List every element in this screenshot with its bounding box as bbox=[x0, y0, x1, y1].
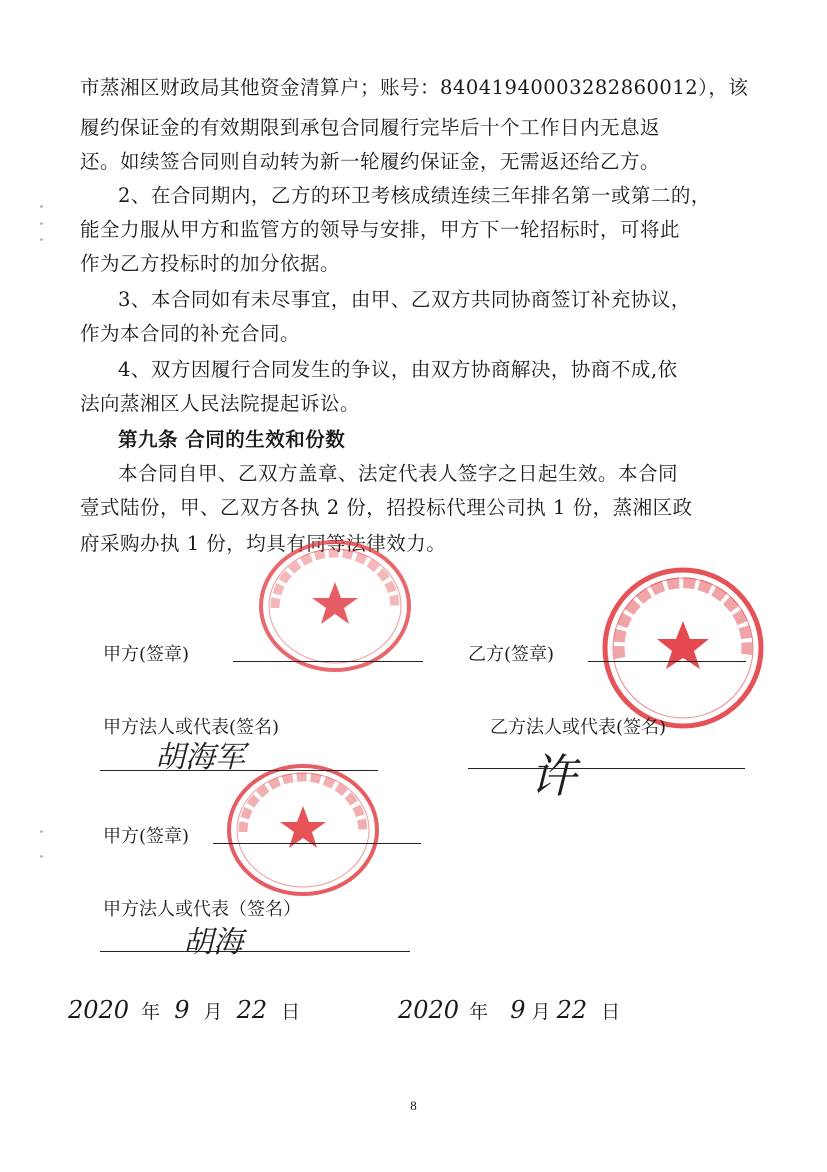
party-b-rep-signature: 许 bbox=[530, 749, 576, 803]
party-a-seal-line-2 bbox=[213, 843, 421, 844]
scan-speck bbox=[40, 222, 43, 225]
clause-3: 3、本合同如有未尽事宜，由甲、乙双方共同协商签订补充协议， bbox=[118, 288, 691, 311]
date-right bbox=[398, 996, 620, 1024]
date-left bbox=[68, 996, 300, 1024]
body-line: 履约保证金的有效期限到承包合同履行完毕后十个工作日内无息返 bbox=[80, 116, 661, 139]
date-right-year: 2020 bbox=[398, 996, 460, 1024]
body-line: 作为本合同的补充合同。 bbox=[80, 322, 301, 345]
party-a-seal-bottom bbox=[223, 760, 383, 900]
date-right-year-unit: 年 bbox=[469, 1001, 489, 1023]
date-left-day: 22 bbox=[236, 996, 268, 1024]
body-line: 还。如续签合同则自动转为新一轮履约保证金，无需返还给乙方。 bbox=[80, 150, 661, 173]
party-a-seal-line bbox=[233, 661, 423, 662]
article-9-heading: 第九条 合同的生效和份数 bbox=[118, 428, 346, 451]
body-line: 本合同自甲、乙双方盖章、法定代表人签字之日起生效。本合同 bbox=[118, 462, 679, 485]
body-line: 作为乙方投标时的加分依据。 bbox=[80, 252, 341, 275]
party-a-seal-label-2: 甲方(签章) bbox=[103, 826, 190, 847]
party-a-rep-signature-2: 胡海 bbox=[183, 925, 243, 960]
party-a-seal-label: 甲方(签章) bbox=[103, 644, 190, 665]
body-line: 能全力服从甲方和监管方的领导与安排，甲方下一轮招标时，可将此 bbox=[80, 218, 681, 241]
party-b-seal-label: 乙方(签章) bbox=[468, 644, 555, 665]
scan-speck bbox=[40, 855, 43, 858]
date-left-year: 2020 bbox=[68, 996, 130, 1024]
date-left-day-unit: 日 bbox=[281, 1001, 301, 1023]
party-b-rep-line bbox=[468, 768, 745, 769]
body-line: 法向蒸湘区人民法院提起诉讼。 bbox=[80, 392, 361, 415]
body-line: 市蒸湘区财政局其他资金清算户；账号：84041940003282860012），该 bbox=[80, 76, 749, 99]
party-b-seal-line bbox=[588, 661, 746, 662]
party-a-rep-label: 甲方法人或代表(签名) bbox=[103, 717, 280, 738]
date-right-day: 22 bbox=[556, 996, 588, 1024]
page-number: 8 bbox=[410, 1098, 417, 1113]
party-b-seal bbox=[598, 563, 768, 733]
scan-speck bbox=[40, 830, 43, 833]
scan-speck bbox=[40, 205, 43, 208]
clause-4: 4、双方因履行合同发生的争议，由双方协商解决，协商不成,依 bbox=[118, 358, 678, 381]
party-a-rep-label-2: 甲方法人或代表（签名） bbox=[103, 899, 301, 920]
body-line: 壹式陆份，甲、乙双方各执 2 份，招投标代理公司执 1 份，蒸湘区政 bbox=[80, 496, 693, 519]
date-left-month-unit: 月 bbox=[203, 1001, 223, 1023]
date-left-month: 9 bbox=[174, 996, 190, 1024]
date-right-day-unit: 日 bbox=[601, 1001, 621, 1023]
body-line: 府采购办执 1 份，均具有同等法律效力。 bbox=[80, 532, 447, 555]
date-right-month: 9 bbox=[510, 996, 526, 1024]
date-left-year-unit: 年 bbox=[141, 1001, 161, 1023]
party-a-rep-line bbox=[100, 770, 378, 771]
party-a-rep-line-2 bbox=[100, 951, 410, 952]
party-a-seal-top bbox=[255, 538, 415, 678]
party-b-rep-label: 乙方法人或代表(签名) bbox=[490, 717, 667, 738]
scan-speck bbox=[40, 238, 43, 241]
date-right-month-unit: 月 bbox=[531, 1001, 551, 1023]
party-a-rep-signature: 胡海军 bbox=[155, 740, 245, 775]
clause-2: 2、在合同期内，乙方的环卫考核成绩连续三年排名第一或第二的， bbox=[118, 184, 711, 207]
